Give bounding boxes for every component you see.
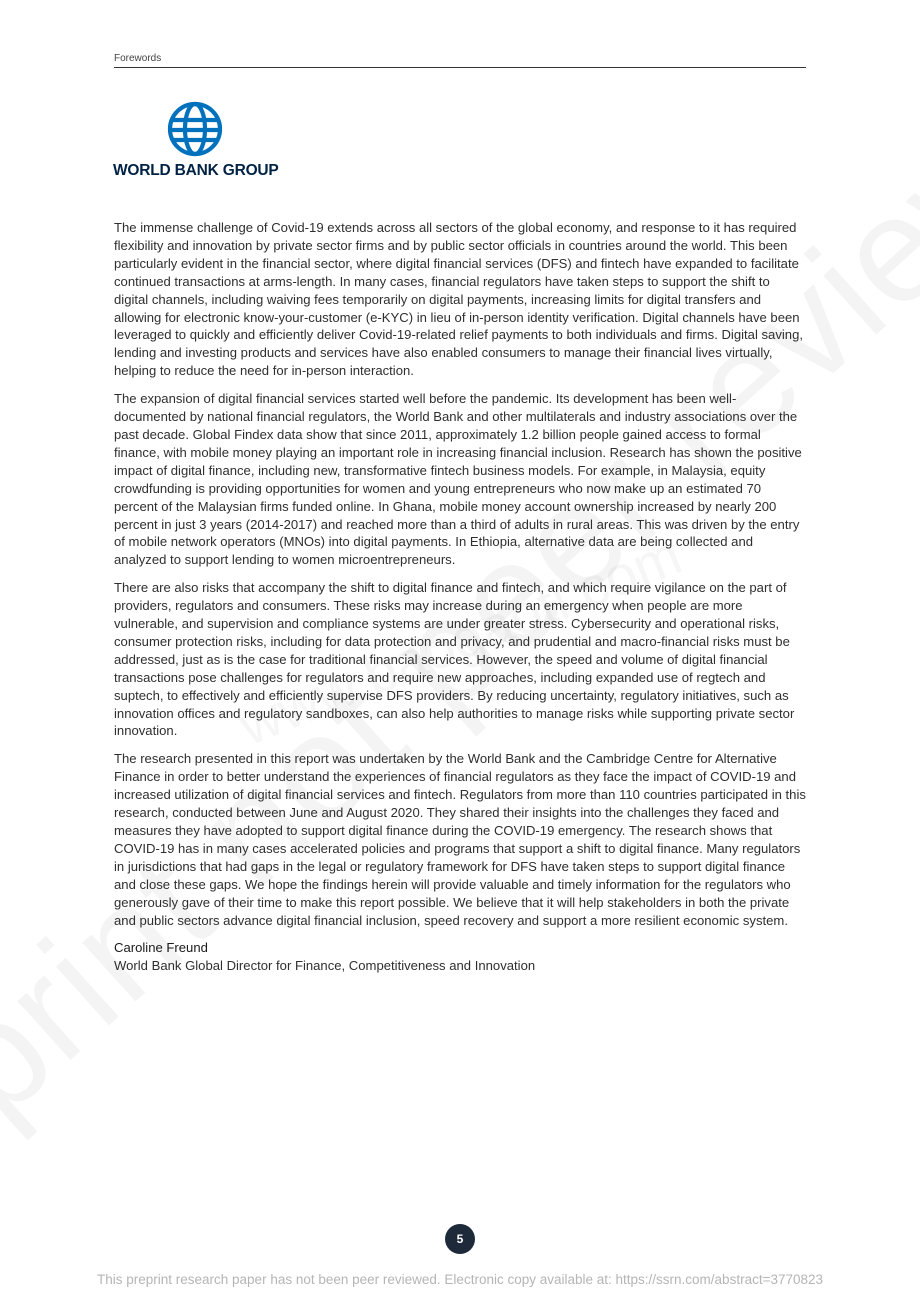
page-number-badge: 5 — [445, 1224, 475, 1254]
signatory-name: Caroline Freund — [114, 940, 208, 956]
signature-block — [114, 939, 806, 975]
paragraph: The expansion of digital financial services started well before the pandemic. Its development has been well-documented by national financial regulators, the World Bank and other multilaterals and industry associations over the past decade. Global Findex data show that since 2011, approximately 1.2 billion people gained access to formal finance, with mobile money playing an important role in increasing financial inclusion. Research has shown the positive impact of digital finance, including new, transformative fintech business models. For example, in Malaysia, equity crowdfunding is providing opportunities for women and young entrepreneurs who now make up an estimated 70 percent of the Malaysian firms funded online. In Ghana, mobile money account ownership increased by nearly 200 percent in just 3 years (2014-2017) and reached more than a third of adults in rural areas. This was driven by the entry of mobile network operators (MNOs) into digital payments. In Ethiopia, alternative data are being collected and analyzed to support lending to women microentrepreneurs. — [114, 391, 802, 568]
globe-icon — [166, 100, 224, 158]
footer-disclaimer: This preprint research paper has not been peer reviewed. Electronic copy available at: https://ssrn.com/abstract=3770823 — [96, 1272, 824, 1287]
header-divider — [114, 67, 806, 68]
section-header-label: Forewords — [114, 53, 162, 64]
paragraph: There are also risks that accompany the shift to digital finance and fintech, and which require vigilance on the part of providers, regulators and consumers. These risks may increase during an emergency when people are more vulnerable, and supervision and compliance systems are under greater stress. Cybersecurity and operational risks, consumer protection risks, including for data protection and privacy, and prudential and macro-financial risks must be addressed, just as is the case for traditional financial services. However, the speed and volume of digital financial transactions pose challenges for regulators and require new approaches, including expanded use of regtech and suptech, to effectively and efficiently supervise DFS providers. By reducing uncertainty, regulatory initiatives, such as innovation offices and regulatory sandboxes, can also help authorities to manage risks while supporting private sector innovation. — [114, 580, 795, 739]
paragraph: The research presented in this report was undertaken by the World Bank and the Cambridge Centre for Alternative Finance in order to better understand the experiences of financial regulators as they face the impact of COVID-19 and increased utilization of digital financial services and fintech. Regulators from more than 110 countries participated in this research, conducted between June and August 2020. They shared their insights into the challenges they faced and measures they have adopted to support digital finance during the COVID-19 emergency. The research shows that COVID-19 has in many cases accelerated policies and programs that support a shift to digital finance. Many regulators in jurisdictions that had gaps in the legal or regulatory framework for DFS have taken steps to support digital finance and close these gaps. We hope the findings herein will provide valuable and timely information for the regulators who generously gave of their time to make this report possible. We believe that it will help stakeholders in both the private and public sectors advance digital financial inclusion, speed recovery and support a more resilient economic system. — [114, 751, 806, 928]
foreword-body — [114, 219, 806, 975]
world-bank-logo — [113, 100, 313, 182]
signatory-title: World Bank Global Director for Finance, Competitiveness and Innovation — [114, 958, 536, 974]
paragraph: The immense challenge of Covid-19 extends across all sectors of the global economy, and response to it has required flexibility and innovation by private sector firms and by public sector officials in countries around the world. This been particularly evident in the financial sector, where digital financial services (DFS) and fintech have expanded to facilitate continued transactions at arms-length. In many cases, financial regulators have taken steps to support the shift to digital channels, including waiving fees temporarily on digital payments, increasing limits for digital transfers and allowing for electronic know-your-customer (e-KYC) in lieu of in-person identity verification. Digital channels have been leveraged to quickly and efficiently deliver Covid-19-related relief payments to both individuals and firms. Digital saving, lending and investing products and services have also enabled consumers to manage their financial lives virtually, helping to reduce the need for in-person interaction. — [114, 220, 803, 379]
logo-wordmark: WORLD BANK GROUP — [113, 162, 279, 179]
